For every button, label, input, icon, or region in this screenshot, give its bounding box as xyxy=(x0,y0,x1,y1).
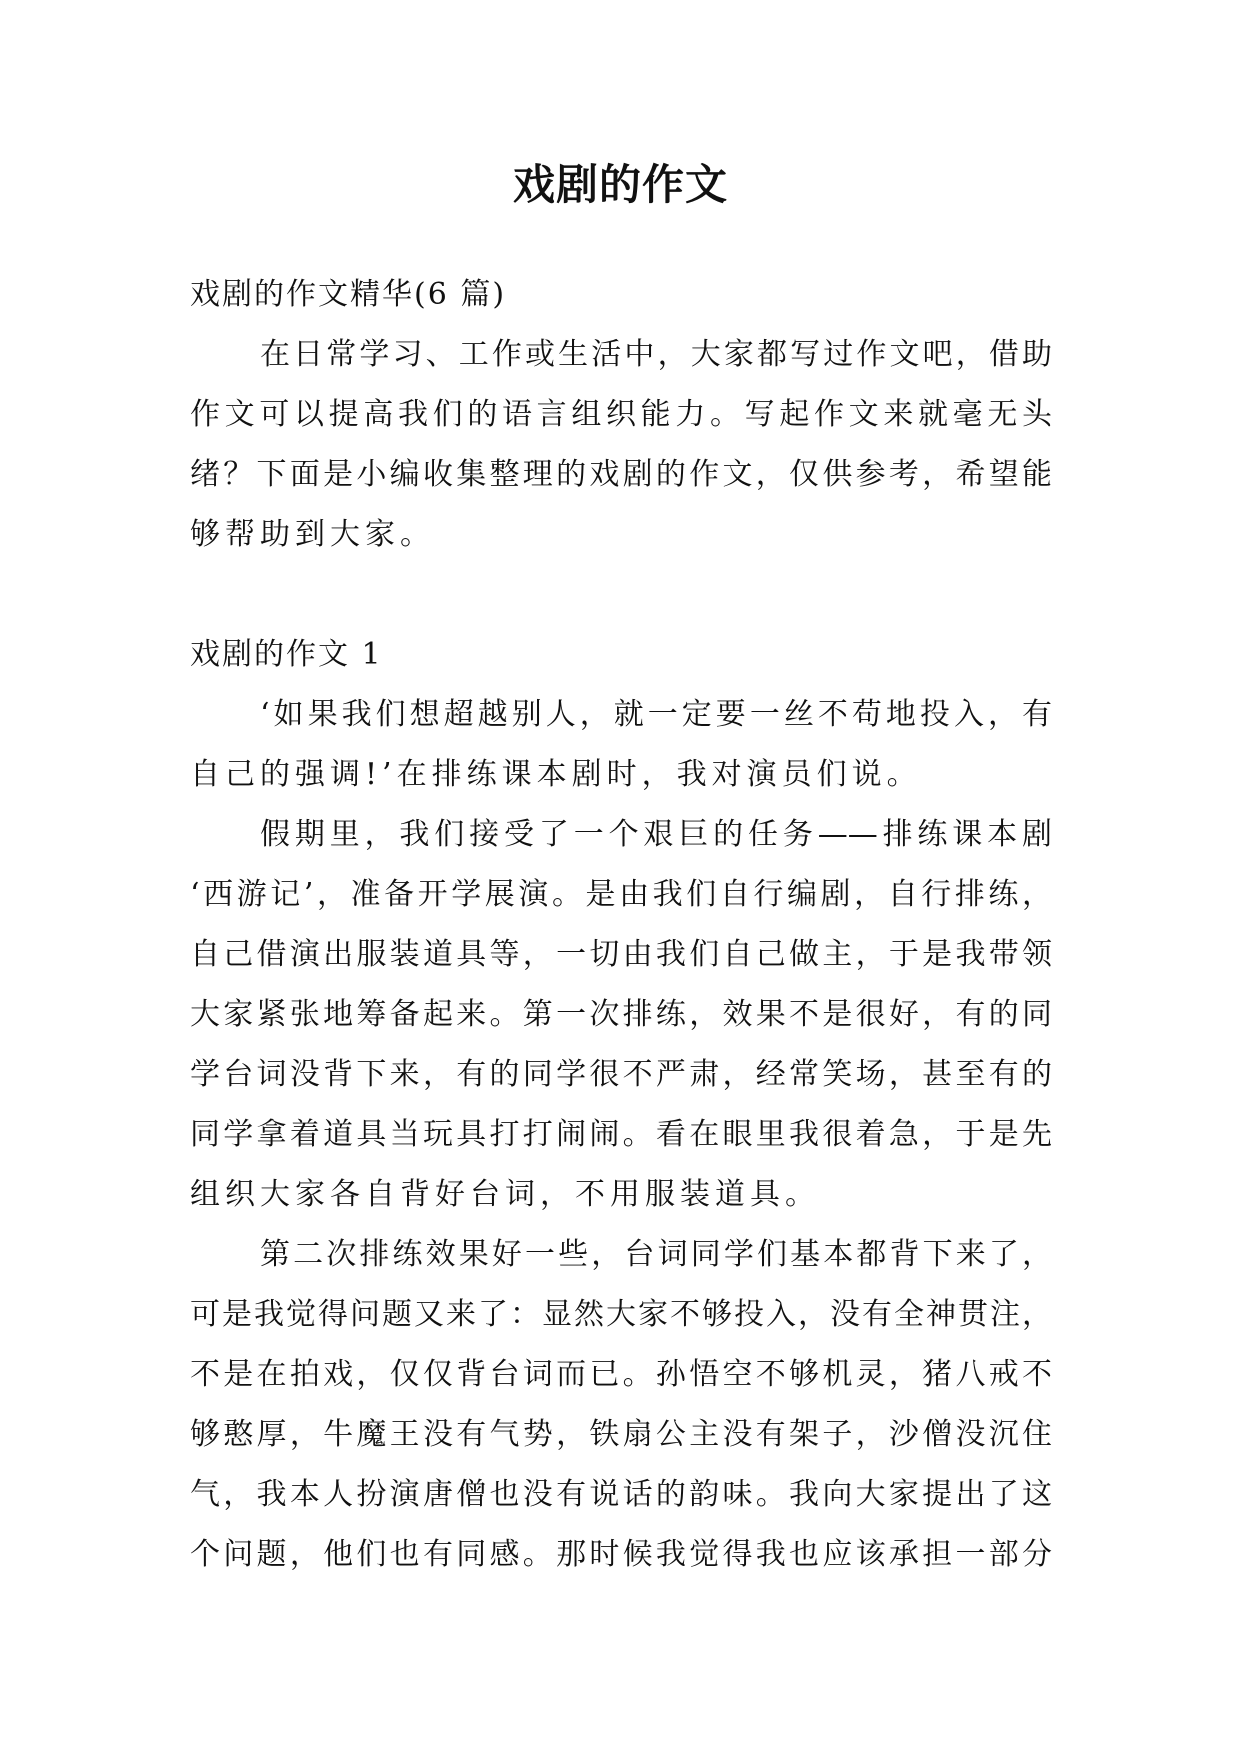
paragraph-line: 作文可以提高我们的语言组织能力。写起作文来就毫无头 xyxy=(190,397,1052,432)
paragraph-line: 大家紧张地筹备起来。第一次排练，效果不是很好，有的同 xyxy=(190,997,1052,1032)
paragraph-3 xyxy=(190,1225,1052,1585)
paragraph-line: 假期里，我们接受了一个艰巨的任务——排练课本剧 xyxy=(260,817,1052,852)
paragraph-line: 组织大家各自背好台词，不用服装道具。 xyxy=(190,1177,820,1212)
paragraph-line: 气，我本人扮演唐僧也没有说话的韵味。我向大家提出了这 xyxy=(190,1477,1052,1512)
paragraph-line: 第二次排练效果好一些，台词同学们基本都背下来了， xyxy=(260,1237,1052,1272)
paragraph-line: 在日常学习、工作或生活中，大家都写过作文吧，借助 xyxy=(260,337,1052,372)
paragraph-line: 不是在拍戏，仅仅背台词而已。孙悟空不够机灵，猪八戒不 xyxy=(190,1357,1052,1392)
paragraph-line: 同学拿着道具当玩具打打闹闹。看在眼里我很着急，于是先 xyxy=(190,1117,1052,1152)
intro-paragraph xyxy=(190,325,1052,565)
paragraph-2 xyxy=(190,805,1052,1225)
page-title: 戏剧的作文 xyxy=(512,160,728,209)
paragraph-line: ‘如果我们想超越别人，就一定要一丝不苟地投入，有 xyxy=(260,697,1052,732)
section-gap xyxy=(190,565,1052,625)
paragraph-1 xyxy=(190,685,1052,805)
paragraph-line: 学台词没背下来，有的同学很不严肃，经常笑场，甚至有的 xyxy=(190,1057,1052,1092)
paragraph-line: ‘西游记’，准备开学展演。是由我们自行编剧，自行排练， xyxy=(190,877,1052,912)
section-heading: 戏剧的作文 1 xyxy=(190,637,383,672)
paragraph-line: 绪？下面是小编收集整理的戏剧的作文，仅供参考，希望能 xyxy=(190,457,1052,492)
paragraph-line: 自己借演出服装道具等，一切由我们自己做主，于是我带领 xyxy=(190,937,1052,972)
document-body xyxy=(190,265,1052,1585)
subtitle: 戏剧的作文精华(6 篇) xyxy=(190,277,507,312)
paragraph-line: 够憨厚，牛魔王没有气势，铁扇公主没有架子，沙僧没沉住 xyxy=(190,1417,1052,1452)
paragraph-line: 可是我觉得问题又来了：显然大家不够投入，没有全神贯注， xyxy=(190,1297,1052,1332)
paragraph-line: 个问题，他们也有同感。那时候我觉得我也应该承担一部分 xyxy=(190,1537,1052,1572)
paragraph-line: 自己的强调!’在排练课本剧时，我对演员们说。 xyxy=(190,757,922,792)
paragraph-line: 够帮助到大家。 xyxy=(190,517,435,552)
